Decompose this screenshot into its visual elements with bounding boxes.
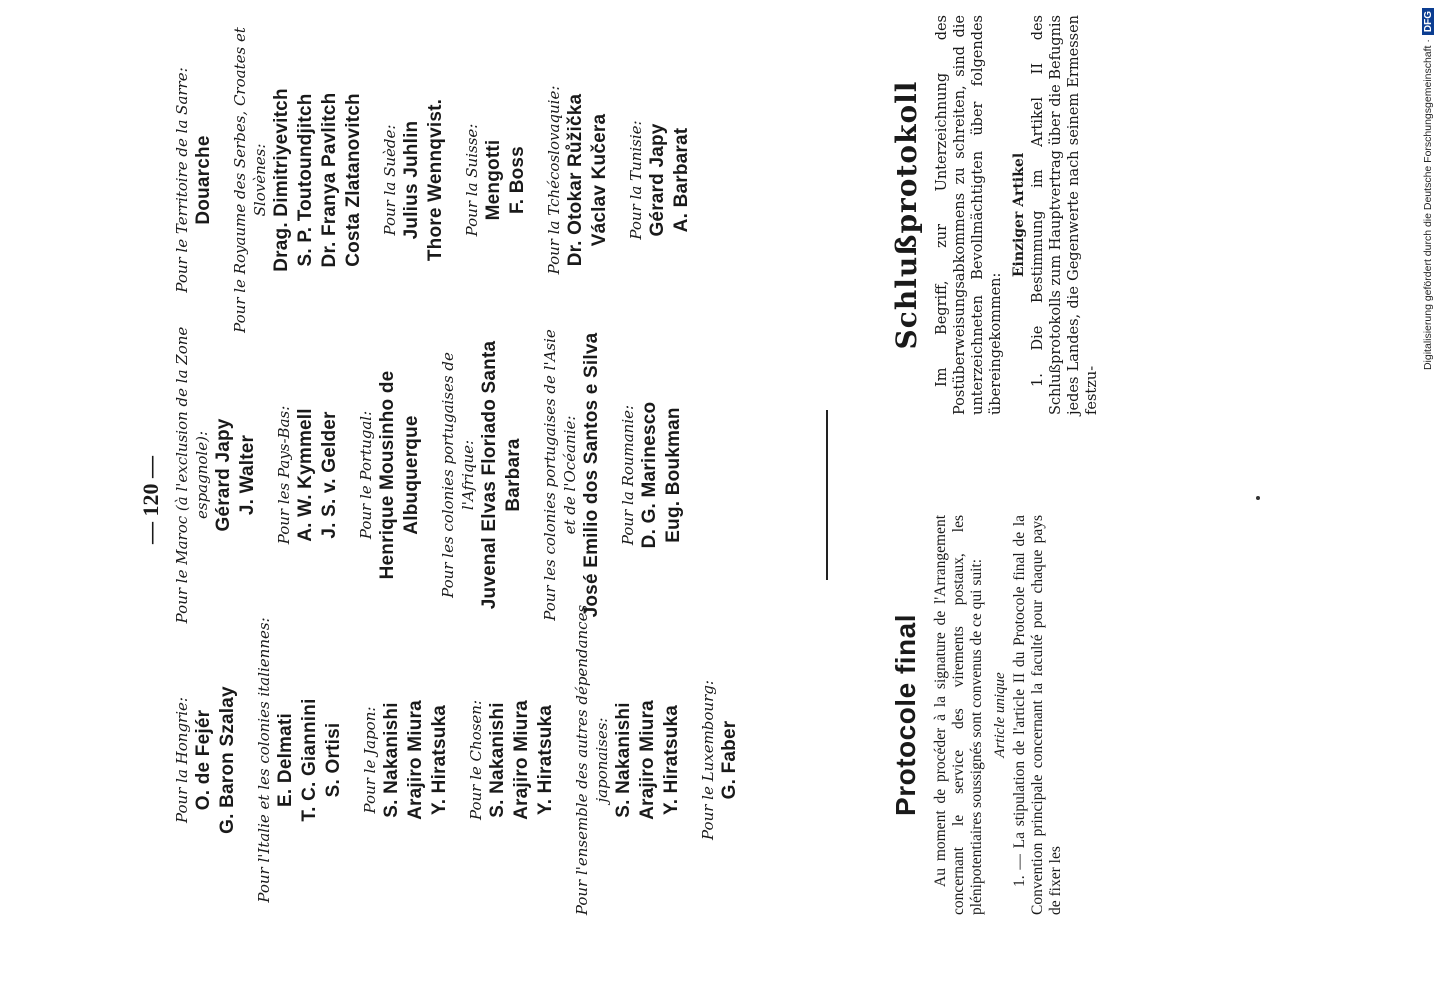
- protocol-german-article-heading: Einziger Artikel: [1011, 152, 1027, 278]
- protocol-german: [890, 15, 1101, 415]
- signatory-name: G. Faber: [719, 720, 740, 800]
- protocol-german-title: Schlußprotokoll: [890, 80, 923, 350]
- signatory-name: F. Boss: [507, 146, 528, 214]
- signatory-name: Arajiro Miura: [637, 700, 658, 820]
- signatory-country: Pour la Roumanie:: [619, 404, 637, 546]
- signatures-column-2: [172, 325, 700, 625]
- scan-speck: [1256, 496, 1260, 500]
- signatory-name: Dr. Franya Pavlitch: [319, 92, 340, 268]
- signature-group: [172, 600, 240, 920]
- signatory-name: Y. Hiratsuka: [535, 704, 556, 816]
- signatory-name: Gérard Japy: [647, 123, 668, 237]
- protocol-french-intro: Au moment de procéder à la signature de l'Arrangement concernant le service des virements postaux, les plénipotentiaires soussignés sont convenus de ce qui suit:: [932, 515, 985, 915]
- signature-group: [626, 20, 694, 340]
- signature-group: [356, 325, 424, 625]
- signature-group: [698, 600, 742, 920]
- digitization-sidebar: [1418, 8, 1434, 992]
- signatory-country: Pour l'Italie et les colonies italiennes:: [255, 617, 273, 903]
- signatory-country: Pour les colonies portugaises de l'Afrique:: [439, 352, 477, 598]
- signatory-name: Juvenal Elvas Floriado Santa Barbara: [479, 340, 524, 610]
- signatory-country: Pour la Suède:: [381, 124, 399, 236]
- signatory-name: J. Walter: [237, 434, 258, 516]
- signatory-name: T. C. Giannini: [299, 698, 320, 822]
- signature-group: [466, 600, 558, 920]
- sidebar-credit-text: Digitalisierung gefördert durch die Deutsche Forschungsgemeinschaft ·: [1422, 39, 1434, 371]
- signatory-name: Gérard Japy: [213, 418, 234, 532]
- signature-group: [380, 20, 448, 340]
- signature-group: [540, 325, 604, 625]
- signatory-name: Mengotti: [483, 139, 504, 221]
- protocol-french-article-text: 1. — La stipulation de l'article II du Protocole final de la Convention principale concernant la faculté pour chaque pays de fixer les: [1011, 515, 1064, 915]
- signatory-country: Pour la Hongrie:: [173, 697, 191, 823]
- signatory-country: Pour le Royaume des Serbes, Croates et Slovènes:: [231, 27, 269, 333]
- protocol-german-intro: Im Begriff, zur Unterzeichnung des Postüberweisungsabkommens zu schreiten, sind die unterzeichneten Bevollmächtigten über folgendes übereingekommen:: [934, 15, 1004, 415]
- signatory-name: Dr. Otokar Růžička: [565, 93, 586, 267]
- signatory-name: S. Ortisi: [323, 722, 344, 798]
- protocol-german-article-text: 1. Die Bestimmung im Artikel II des Schlußprotokolls zum Hauptvertrag über die Befugnis jedes Landes, die Gegenwerte nach seinem Ermessen festzu-: [1030, 15, 1100, 415]
- signature-group: [572, 600, 684, 920]
- signature-group: [618, 325, 686, 625]
- section-divider: [826, 410, 828, 580]
- signatures-column-3: [172, 20, 708, 340]
- signatory-country: Pour la Tchécoslovaquie:: [545, 85, 563, 275]
- signatory-name: Henrique Mousinho de Albuquerque: [377, 370, 422, 580]
- signature-group: [172, 325, 260, 625]
- dfg-logo: DFG: [1422, 8, 1434, 35]
- signatory-country: Pour les Pays-Bas:: [275, 405, 293, 545]
- page-number: — 120 —: [138, 456, 163, 544]
- signatory-name: S. Nakanishi: [487, 702, 508, 818]
- signatory-country: Pour les colonies portugaises de l'Asie et de l'Océanie:: [541, 329, 579, 621]
- signatory-name: S. P. Toutoundjitch: [295, 93, 316, 267]
- protocol-french-title: Protocole final: [890, 614, 921, 816]
- signatory-name: Thore Wennqvist.: [425, 98, 446, 262]
- signature-group: [462, 20, 530, 340]
- signatory-name: Václav Kučera: [589, 113, 610, 247]
- signatory-country: Pour le Chosen:: [467, 700, 485, 821]
- signatory-country: Pour le Maroc (à l'exclusion de la Zone espagnole):: [173, 326, 211, 624]
- sidebar-credit: [1420, 8, 1434, 992]
- signature-group: [172, 20, 216, 340]
- signature-group: [254, 600, 346, 920]
- signatory-name: Drag. Dimitriyevitch: [271, 88, 292, 272]
- signatory-name: Arajiro Miura: [405, 700, 426, 820]
- signature-group: [438, 325, 526, 625]
- signatory-name: A. Barbarat: [671, 127, 692, 233]
- signature-group: [274, 325, 342, 625]
- signatory-name: G. Baron Szalay: [217, 686, 238, 834]
- signatory-name: Eug. Boukman: [663, 407, 684, 543]
- signatory-country: Pour le Luxembourg:: [699, 680, 717, 840]
- signatory-name: S. Nakanishi: [613, 702, 634, 818]
- signatory-country: Pour le Portugal:: [357, 410, 375, 540]
- signatory-name: E. Delmati: [275, 713, 296, 807]
- signatory-country: Pour le Japon:: [361, 706, 379, 814]
- signatory-name: D. G. Marinesco: [639, 401, 660, 549]
- signatory-name: Julius Juhlin: [401, 120, 422, 240]
- signatory-name: J. S. v. Gelder: [319, 411, 340, 539]
- protocol-french: [890, 515, 1065, 915]
- signature-group: [544, 20, 612, 340]
- signatory-name: A. W. Kymmell: [295, 408, 316, 542]
- signatory-country: Pour l'ensemble des autres dépendances japonaises:: [573, 604, 611, 916]
- signatory-country: Pour la Tunisie:: [627, 120, 645, 240]
- signature-group: [230, 20, 366, 340]
- signatory-country: Pour le Territoire de la Sarre:: [173, 67, 191, 293]
- signatory-name: Y. Hiratsuka: [429, 704, 450, 816]
- protocol-french-article-heading: Article unique: [992, 672, 1008, 758]
- signature-group: [360, 600, 452, 920]
- signatory-name: Douarche: [193, 135, 214, 225]
- signatory-name: S. Nakanishi: [381, 702, 402, 818]
- signatory-name: Arajiro Miura: [511, 700, 532, 820]
- signatory-name: Costa Zlatanovitch: [343, 93, 364, 267]
- signatory-name: O. de Fejér: [193, 709, 214, 811]
- signatory-name: José Emilio dos Santos e Silva: [581, 332, 602, 618]
- signatures-column-1: [172, 600, 756, 920]
- signatory-country: Pour la Suisse:: [463, 123, 481, 237]
- signatory-name: Y. Hiratsuka: [661, 704, 682, 816]
